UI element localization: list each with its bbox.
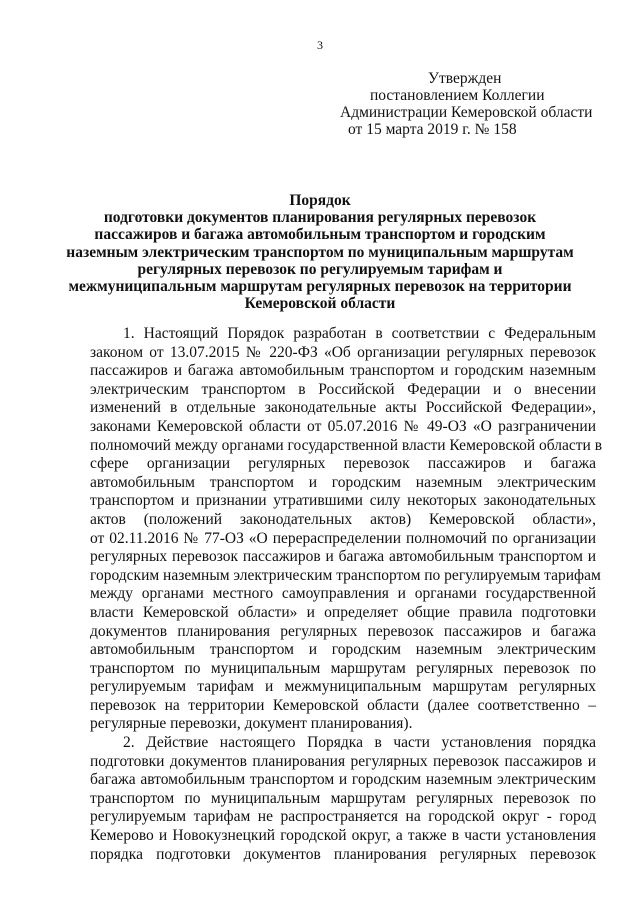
approval-line: Администрации Кемеровской области xyxy=(340,104,593,121)
text-line: пассажиров и багажа автомобильным транспортом и городским наземным xyxy=(90,362,596,380)
title-line: Кемеровской области xyxy=(244,295,396,313)
text-line: городским наземным электрическим транспортом по регулируемым тарифам xyxy=(90,566,601,584)
title-line: пассажиров и багажа автомобильным транспортом и городским xyxy=(94,226,546,244)
document-body xyxy=(90,325,603,864)
approval-line: постановлением Коллегии xyxy=(370,87,545,104)
text-line: актов (положений законодательных актов) Кемеровской области», xyxy=(90,510,596,528)
text-line: регулируемым тарифам и межмуниципальным маршрутам регулярных xyxy=(90,678,596,696)
text-line: 2. Действие настоящего Порядка в части установления порядка xyxy=(123,734,596,752)
text-line: порядка подготовки документов планирования регулярных перевозок xyxy=(90,845,596,863)
text-line: сфере организации регулярных перевозок пассажиров и багажа xyxy=(90,455,596,473)
text-line: регулярных перевозок пассажиров и багажа автомобильным транспортом и xyxy=(90,548,596,566)
text-line: между органами местного самоуправления и органами государственной xyxy=(90,585,596,603)
text-line: багажа автомобильным транспортом и городским наземным электрическим xyxy=(90,771,596,789)
text-line: полномочий между органами государственной власти Кемеровской области в xyxy=(90,436,603,454)
text-line: электрическим транспортом в Российской Федерации и о внесении xyxy=(90,380,596,398)
title-line: межмуниципальным маршрутам регулярных перевозок на территории xyxy=(68,278,572,296)
text-line: власти Кемеровской области» и определяет общие правила подготовки xyxy=(90,603,596,621)
approval-line: от 15 марта 2019 г. № 158 xyxy=(348,121,517,138)
text-line: подготовки документов планирования регулярных перевозок пассажиров и xyxy=(90,752,596,770)
text-line: законами Кемеровской области от 05.07.2016 № 49-ОЗ «О разграничении xyxy=(90,417,596,435)
paragraph-2 xyxy=(90,734,596,864)
approval-line: Утвержден xyxy=(428,70,502,87)
text-line: транспортом по муниципальным маршрутам регулярных перевозок по xyxy=(90,659,596,677)
text-line: автомобильным транспортом и городским наземным электрическим xyxy=(90,473,596,491)
text-line: перевозок на территории Кемеровской области (далее соответственно – xyxy=(90,696,596,714)
text-line: транспортом и признании утратившими силу некоторых законодательных xyxy=(90,492,596,510)
text-line: 1. Настоящий Порядок разработан в соответствии с Федеральным xyxy=(123,325,596,342)
document-title xyxy=(60,192,580,312)
page-number: 3 xyxy=(317,38,323,52)
text-line: регулярные перевозки, документ планирования). xyxy=(90,715,413,733)
title-line: Порядок xyxy=(289,192,351,209)
text-line: регулируемым тарифам не распространяется на городской округ - город xyxy=(90,808,596,826)
text-line: документов планирования регулярных перевозок пассажиров и багажа xyxy=(90,622,596,640)
title-line: подготовки документов планирования регулярных перевозок xyxy=(103,209,537,227)
text-line: изменений в отдельные законодательные акты Российской Федерации», xyxy=(90,399,596,417)
text-line: законом от 13.07.2015 № 220-ФЗ «Об организации регулярных перевозок xyxy=(90,343,596,361)
text-line: транспортом по муниципальным маршрутам регулярных перевозок по xyxy=(90,789,596,807)
text-line: от 02.11.2016 № 77-ОЗ «О перераспределении полномочий по организации xyxy=(90,529,596,547)
title-line: наземным электрическим транспортом по муниципальным маршрутам xyxy=(66,243,574,261)
approval-stamp xyxy=(300,70,620,138)
title-line: регулярных перевозок по регулируемым тарифам и xyxy=(137,260,503,278)
text-line: автомобильным транспортом и городским наземным электрическим xyxy=(90,641,596,659)
paragraph-1 xyxy=(90,325,603,734)
text-line: Кемерово и Новокузнецкий городской округ, а также в части установления xyxy=(90,827,596,845)
